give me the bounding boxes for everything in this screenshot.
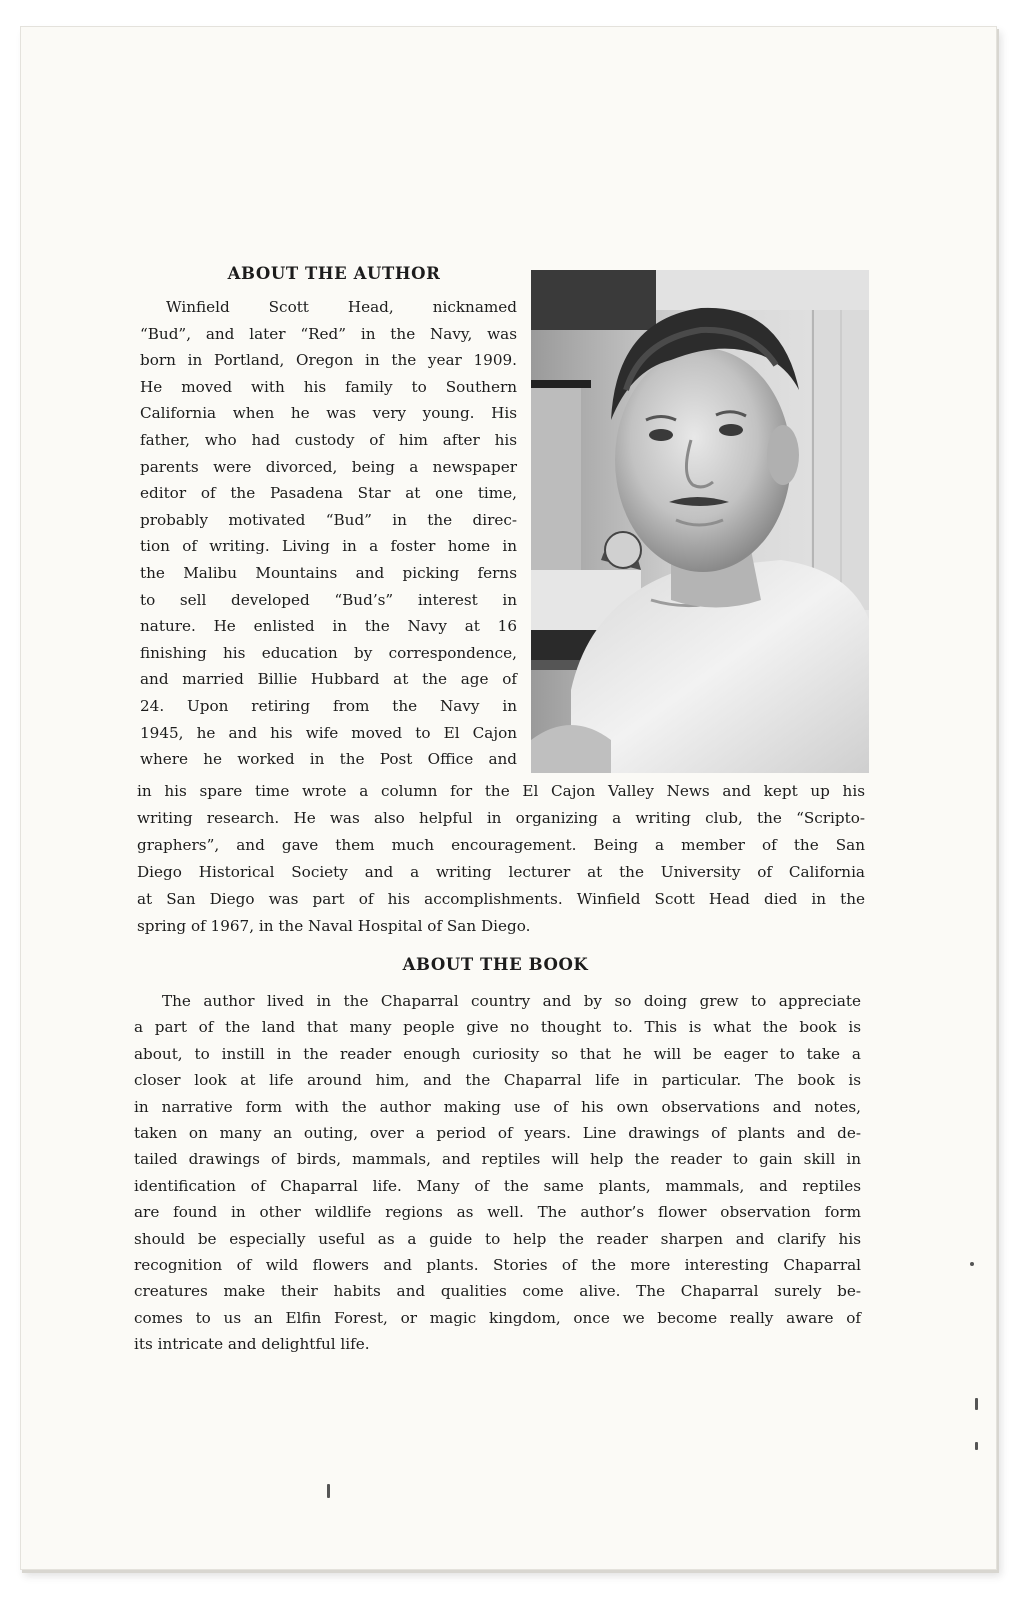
text-line: where he worked in the Post Office and [140, 750, 517, 769]
text-line: finishing his education by correspondence, [140, 643, 517, 662]
paper-speck [970, 1262, 974, 1266]
text-line: tailed drawings of birds, mammals, and reptiles will help the reader to gain skill in [134, 1150, 861, 1169]
text-line: He moved with his family to Southern [140, 377, 517, 396]
text-line: editor of the Pasadena Star at one time, [140, 484, 517, 503]
text-line: writing research. He was also helpful in organizing a writing club, the “Scripto- [137, 809, 865, 827]
text-line: graphers”, and gave them much encouragement. Being a member of the San [137, 836, 865, 854]
text-line: identification of Chaparral life. Many of the same plants, mammals, and reptiles [134, 1176, 861, 1195]
about-book-heading: ABOUT THE BOOK [402, 955, 589, 974]
text-line: parents were divorced, being a newspaper [140, 457, 517, 476]
text-line: 24. Upon retiring from the Navy in [140, 696, 517, 715]
text-line: creatures make their habits and qualities come alive. The Chaparral surely be- [134, 1282, 861, 1301]
text-line: a part of the land that many people give no thought to. This is what the book is [134, 1018, 861, 1037]
text-line: Winfield Scott Head, nicknamed [166, 298, 517, 316]
text-line: are found in other wildlife regions as well. The author’s flower observation form [134, 1203, 861, 1222]
text-line: recognition of wild flowers and plants. Stories of the more interesting Chaparral [134, 1256, 861, 1275]
text-line: about, to instill in the reader enough curiosity so that he will be eager to take a [134, 1044, 861, 1063]
text-line: 1945, he and his wife moved to El Cajon [140, 723, 517, 742]
text-line: “Bud”, and later “Red” in the Navy, was [140, 324, 517, 343]
text-line: tion of writing. Living in a foster home in [140, 537, 517, 556]
paper-speck [975, 1398, 978, 1410]
author-photo-svg [531, 270, 869, 773]
text-line: should be especially useful as a guide to help the reader sharpen and clarify his [134, 1229, 861, 1248]
about-author-heading: ABOUT THE AUTHOR [227, 264, 441, 283]
text-line: California when he was very young. His [140, 404, 517, 423]
text-line: and married Billie Hubbard at the age of [140, 670, 517, 689]
about-author-wide-text [137, 778, 865, 940]
about-author-narrow-text [140, 294, 517, 773]
text-line: its intricate and delightful life. [134, 1335, 370, 1354]
paper-speck [327, 1484, 330, 1498]
text-line: to sell developed “Bud’s” interest in [140, 590, 517, 609]
author-portrait-photo [531, 270, 869, 773]
paper-speck [975, 1442, 978, 1450]
about-book-text [134, 988, 861, 1358]
text-line: the Malibu Mountains and picking ferns [140, 563, 517, 582]
text-line: father, who had custody of him after his [140, 430, 517, 449]
text-line: born in Portland, Oregon in the year 1909. [140, 351, 517, 370]
text-line: Diego Historical Society and a writing lecturer at the University of California [137, 863, 865, 881]
text-line: in narrative form with the author making use of his own observations and notes, [134, 1097, 861, 1116]
text-line: closer look at life around him, and the Chaparral life in particular. The book is [134, 1071, 861, 1090]
text-line: in his spare time wrote a column for the El Cajon Valley News and kept up his [137, 782, 865, 800]
text-line: nature. He enlisted in the Navy at 16 [140, 617, 517, 636]
text-line: probably motivated “Bud” in the direc- [140, 510, 517, 529]
text-line: The author lived in the Chaparral country and by so doing grew to appreciate [162, 992, 861, 1010]
text-line: comes to us an Elfin Forest, or magic kingdom, once we become really aware of [134, 1308, 861, 1327]
text-line: at San Diego was part of his accomplishments. Winfield Scott Head died in the [137, 890, 865, 908]
text-line: spring of 1967, in the Naval Hospital of San Diego. [137, 917, 531, 935]
text-line: taken on many an outing, over a period of years. Line drawings of plants and de- [134, 1124, 861, 1143]
